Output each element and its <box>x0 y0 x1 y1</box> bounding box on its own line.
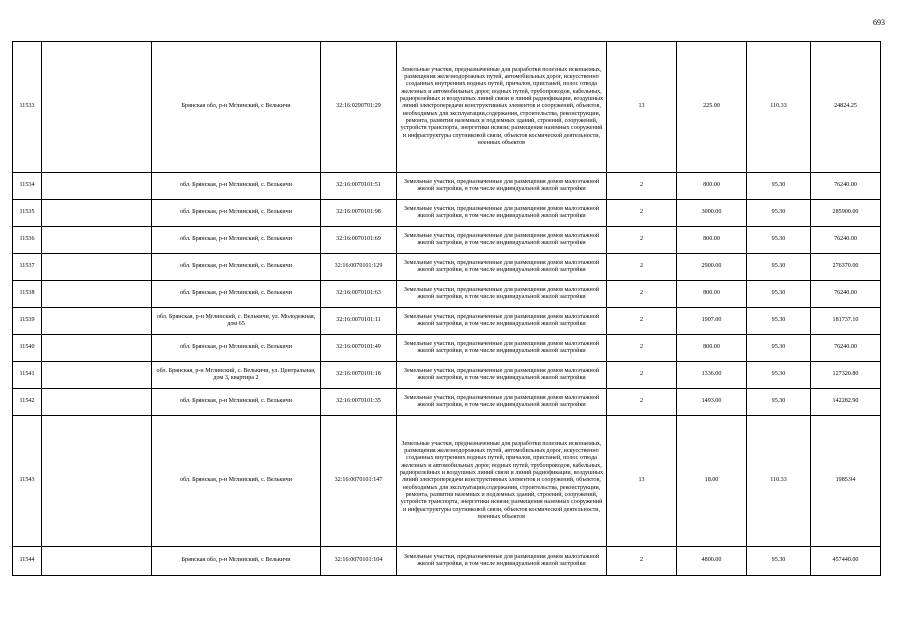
group-cell: 2 <box>607 547 677 576</box>
cadastral-number-cell: 32:16:0290701:29 <box>321 42 397 173</box>
area-cell: 1336.00 <box>677 362 747 389</box>
table-row <box>13 389 881 416</box>
cadastral-number-cell: 32:16:0070101:69 <box>321 227 397 254</box>
table-row <box>13 547 881 576</box>
address-cell: Брянская обл, р-н Мглинский, с Велькичи <box>152 547 321 576</box>
rate-cell: 95.30 <box>747 389 811 416</box>
area-cell: 1493.00 <box>677 389 747 416</box>
cadastral-value-cell: 24824.25 <box>811 42 881 173</box>
address-cell: обл. Брянская, р-н Мглинский, с. Велькичи <box>152 200 321 227</box>
cadastral-number-cell: 32:16:0070101:11 <box>321 308 397 335</box>
blank-cell <box>42 200 152 227</box>
cadastral-number-cell: 32:16:0070101:104 <box>321 547 397 576</box>
table-row <box>13 362 881 389</box>
rate-cell: 95.30 <box>747 254 811 281</box>
blank-cell <box>42 362 152 389</box>
cadastral-value-cell: 181737.10 <box>811 308 881 335</box>
row-number-cell: 11537 <box>13 254 42 281</box>
cadastral-number-cell: 32:16:0070101:98 <box>321 200 397 227</box>
address-cell: Брянская обл, р-н Мглинский, с Велькичи <box>152 42 321 173</box>
cadastral-value-cell: 276370.00 <box>811 254 881 281</box>
address-cell: обл. Брянская, р-н Мглинский, с. Велькичи <box>152 416 321 547</box>
table-row <box>13 173 881 200</box>
cadastral-value-cell: 76240.00 <box>811 335 881 362</box>
group-cell: 2 <box>607 308 677 335</box>
group-cell: 2 <box>607 362 677 389</box>
cadastral-value-cell: 457440.00 <box>811 547 881 576</box>
blank-cell <box>42 335 152 362</box>
cadastral-number-cell: 32:16:0070101:63 <box>321 281 397 308</box>
rate-cell: 95.30 <box>747 281 811 308</box>
land-use-description-cell: Земельные участки, предназначенные для размещения домов малоэтажной жилой застройки, в том числе индивидуальной жилой застройки <box>397 308 607 335</box>
area-cell: 225.00 <box>677 42 747 173</box>
address-cell: обл. Брянская, р-н Мглинский, с. Велькичи <box>152 227 321 254</box>
land-use-description-cell: Земельные участки, предназначенные для разработки полезных ископаемых, размещения железнодорожных путей, автомобильных дорог, искусственно созданных внутренних водных путей, причалов, пристаней, полос отвода железных и автомобильных дорог, водных путей, трубопроводов, кабельных, радиорелейных и воздушных линий связи и линий радиофикации, воздушных линий электропередачи конструктивных элементов и сооружений, объектов, необходимых для эксплуатации,содержания, строительства, реконструкции, ремонта, развития наземных и подземных зданий, строений, сооружений, устройств транспорта, энергетики исвязи; размещения наземных сооружений и инфраструктуры спутниковой связи, объектов космической деятельности, военных объектов <box>397 42 607 173</box>
table-row <box>13 254 881 281</box>
address-cell: обл. Брянская, р-н Мглинский, с. Велькичи <box>152 335 321 362</box>
blank-cell <box>42 281 152 308</box>
rate-cell: 95.30 <box>747 173 811 200</box>
cadastral-number-cell: 32:16:0070101:35 <box>321 389 397 416</box>
cadastral-number-cell: 32:16:0070101:18 <box>321 362 397 389</box>
rate-cell: 95.30 <box>747 547 811 576</box>
land-use-description-cell: Земельные участки, предназначенные для размещения домов малоэтажной жилой застройки, в том числе индивидуальной жилой застройки <box>397 254 607 281</box>
address-cell: обл. Брянская, р-н Мглинский, с. Велькичи <box>152 173 321 200</box>
blank-cell <box>42 42 152 173</box>
rate-cell: 95.30 <box>747 362 811 389</box>
area-cell: 800.00 <box>677 335 747 362</box>
group-cell: 13 <box>607 42 677 173</box>
row-number-cell: 11542 <box>13 389 42 416</box>
row-number-cell: 11543 <box>13 416 42 547</box>
table-row <box>13 227 881 254</box>
row-number-cell: 11534 <box>13 173 42 200</box>
land-registry-table <box>12 41 881 576</box>
address-cell: обл. Брянская, р-н Мглинский, с. Велькичи <box>152 389 321 416</box>
row-number-cell: 11533 <box>13 42 42 173</box>
blank-cell <box>42 389 152 416</box>
area-cell: 800.00 <box>677 227 747 254</box>
table-row <box>13 308 881 335</box>
page-number: 693 <box>873 18 885 27</box>
row-number-cell: 11536 <box>13 227 42 254</box>
land-use-description-cell: Земельные участки, предназначенные для размещения домов малоэтажной жилой застройки, в том числе индивидуальной жилой застройки <box>397 173 607 200</box>
rate-cell: 110.33 <box>747 42 811 173</box>
table-row <box>13 200 881 227</box>
blank-cell <box>42 547 152 576</box>
cadastral-value-cell: 285900.00 <box>811 200 881 227</box>
group-cell: 13 <box>607 416 677 547</box>
cadastral-value-cell: 76240.00 <box>811 227 881 254</box>
group-cell: 2 <box>607 335 677 362</box>
row-number-cell: 11541 <box>13 362 42 389</box>
area-cell: 800.00 <box>677 173 747 200</box>
blank-cell <box>42 227 152 254</box>
land-use-description-cell: Земельные участки, предназначенные для размещения домов малоэтажной жилой застройки, в том числе индивидуальной жилой застройки <box>397 362 607 389</box>
area-cell: 4800.00 <box>677 547 747 576</box>
row-number-cell: 11539 <box>13 308 42 335</box>
cadastral-value-cell: 127320.80 <box>811 362 881 389</box>
cadastral-number-cell: 32:16:0070101:129 <box>321 254 397 281</box>
rate-cell: 95.30 <box>747 227 811 254</box>
table-body <box>13 42 881 576</box>
rate-cell: 95.30 <box>747 335 811 362</box>
rate-cell: 95.30 <box>747 200 811 227</box>
land-use-description-cell: Земельные участки, предназначенные для размещения домов малоэтажной жилой застройки, в том числе индивидуальной жилой застройки <box>397 547 607 576</box>
cadastral-number-cell: 32:16:0070101:49 <box>321 335 397 362</box>
table-row <box>13 42 881 173</box>
table-row <box>13 281 881 308</box>
group-cell: 2 <box>607 254 677 281</box>
blank-cell <box>42 308 152 335</box>
table-row <box>13 335 881 362</box>
land-use-description-cell: Земельные участки, предназначенные для размещения домов малоэтажной жилой застройки, в том числе индивидуальной жилой застройки <box>397 200 607 227</box>
land-use-description-cell: Земельные участки, предназначенные для размещения домов малоэтажной жилой застройки, в том числе индивидуальной жилой застройки <box>397 227 607 254</box>
area-cell: 1907.00 <box>677 308 747 335</box>
area-cell: 18.00 <box>677 416 747 547</box>
row-number-cell: 11538 <box>13 281 42 308</box>
land-use-description-cell: Земельные участки, предназначенные для размещения домов малоэтажной жилой застройки, в том числе индивидуальной жилой застройки <box>397 335 607 362</box>
row-number-cell: 11540 <box>13 335 42 362</box>
area-cell: 800.00 <box>677 281 747 308</box>
row-number-cell: 11535 <box>13 200 42 227</box>
land-use-description-cell: Земельные участки, предназначенные для размещения домов малоэтажной жилой застройки, в том числе индивидуальной жилой застройки <box>397 281 607 308</box>
cadastral-value-cell: 76240.00 <box>811 281 881 308</box>
area-cell: 3000.00 <box>677 200 747 227</box>
cadastral-value-cell: 142282.90 <box>811 389 881 416</box>
land-use-description-cell: Земельные участки, предназначенные для разработки полезных ископаемых, размещения железнодорожных путей, автомобильных дорог, искусственно созданных внутренних водных путей, причалов, пристаней, полос отвода железных и автомобильных дорог, водных путей, трубопроводов, кабельных, радиорелейных и воздушных линий связи и линий радиофикации, воздушных линий электропередачи конструктивных элементов и сооружений, объектов, необходимых для эксплуатации,содержания, строительства, реконструкции, ремонта, развития наземных и подземных зданий, строений, сооружений, устройств транспорта, энергетики исвязи; размещения наземных сооружений и инфраструктуры спутниковой связи, объектов космической деятельности, военных объектов <box>397 416 607 547</box>
table-row <box>13 416 881 547</box>
rate-cell: 95.30 <box>747 308 811 335</box>
cadastral-value-cell: 76240.00 <box>811 173 881 200</box>
rate-cell: 110.33 <box>747 416 811 547</box>
blank-cell <box>42 173 152 200</box>
blank-cell <box>42 254 152 281</box>
row-number-cell: 11544 <box>13 547 42 576</box>
address-cell: обл. Брянская, р-н Мглинский, с. Велькичи, ул. Центральная, дом 3, квартира 2 <box>152 362 321 389</box>
address-cell: обл. Брянская, р-н Мглинский, с. Велькичи <box>152 281 321 308</box>
cadastral-value-cell: 1985.94 <box>811 416 881 547</box>
address-cell: обл. Брянская, р-н Мглинский, с. Велькичи, ул. Молодежная, дом 65 <box>152 308 321 335</box>
land-use-description-cell: Земельные участки, предназначенные для размещения домов малоэтажной жилой застройки, в том числе индивидуальной жилой застройки <box>397 389 607 416</box>
group-cell: 2 <box>607 389 677 416</box>
group-cell: 2 <box>607 281 677 308</box>
cadastral-number-cell: 32:16:0070101:51 <box>321 173 397 200</box>
area-cell: 2900.00 <box>677 254 747 281</box>
address-cell: обл. Брянская, р-н Мглинский, с. Велькичи <box>152 254 321 281</box>
cadastral-number-cell: 32:16:0070101:147 <box>321 416 397 547</box>
group-cell: 2 <box>607 227 677 254</box>
blank-cell <box>42 416 152 547</box>
group-cell: 2 <box>607 173 677 200</box>
group-cell: 2 <box>607 200 677 227</box>
